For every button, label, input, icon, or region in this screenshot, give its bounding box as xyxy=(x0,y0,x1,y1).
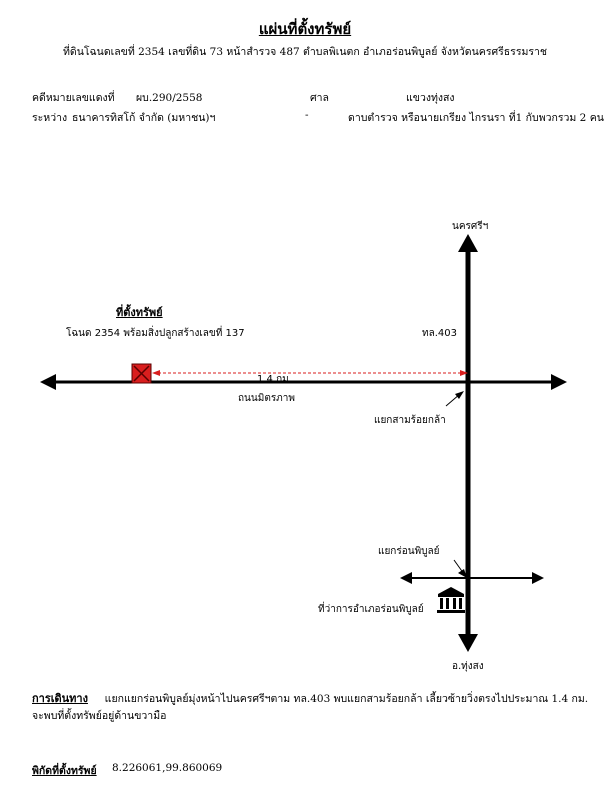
defendant: ดาบตำรวจ หรือนายเกรียง ไกรนรา ที่1 กับพวกรวม 2 คน xyxy=(348,112,604,124)
court-label: ศาล xyxy=(310,92,329,104)
plaintiff: ธนาคารทิสโก้ จำกัด (มหาชน)ฯ xyxy=(72,112,216,124)
between-dash: - xyxy=(305,109,309,121)
government-building-icon xyxy=(437,587,465,613)
junction1-pointer xyxy=(446,391,464,406)
page-subtitle: ที่ดินโฉนดเลขที่ 2354 เลขที่ดิน 73 หน้าสำรวจ 487 ตำบลพิเนตก อำเภอร่อนพิบูลย์ จังหวัดนครศรีธรรมราช xyxy=(62,46,548,58)
case-number: ผบ.290/2558 xyxy=(136,92,203,104)
highway-label: ทล.403 xyxy=(422,328,457,339)
page-title: แผ่นที่ตั้งทรัพย์ xyxy=(258,20,352,38)
south-label: อ.ทุ่งสง xyxy=(452,661,484,672)
highway-403 xyxy=(458,234,478,652)
district-office-label: ที่ว่าการอำเภอร่อนพิบูลย์ xyxy=(318,604,424,615)
road-label: ถนนมิตรภาพ xyxy=(238,393,295,404)
case-label: คดีหมายเลขแดงที่ xyxy=(32,92,115,104)
directions-text: แยกแยกร่อนพิบูลย์มุ่งหน้าไปนครศรีฯตาม ทล.403 พบแยกสามร้อยกล้า เลี้ยวซ้ายวิ่งตรงไปประมาณ 1.4 กม. จะพบที่ตั้งทรัพย์อยู่ด้านขวามือ xyxy=(32,693,589,722)
coordinates-label: พิกัดที่ตั้งทรัพย์ xyxy=(32,765,97,777)
directions-paragraph xyxy=(32,690,592,725)
between-label: ระหว่าง xyxy=(32,112,68,124)
mittraphap-road xyxy=(40,374,567,390)
ronphibun-road xyxy=(400,572,544,584)
distance-label: 1.4 กม. xyxy=(257,374,292,385)
north-label: นครศรีฯ xyxy=(452,221,489,232)
junction2-label: แยกร่อนพิบูลย์ xyxy=(378,546,440,557)
coordinates-value: 8.226061,99.860069 xyxy=(112,762,223,774)
property-description: โฉนด 2354 พร้อมสิ่งปลูกสร้างเลขที่ 137 xyxy=(66,328,245,339)
junction1-label: แยกสามร้อยกล้า xyxy=(374,415,446,426)
junction2-pointer xyxy=(454,560,467,578)
property-heading: ที่ตั้งทรัพย์ xyxy=(116,306,163,319)
distance-line xyxy=(152,370,468,376)
directions-heading: การเดินทาง xyxy=(32,692,88,705)
court-name: แขวงทุ่งสง xyxy=(406,92,455,104)
property-marker-icon xyxy=(132,364,151,383)
